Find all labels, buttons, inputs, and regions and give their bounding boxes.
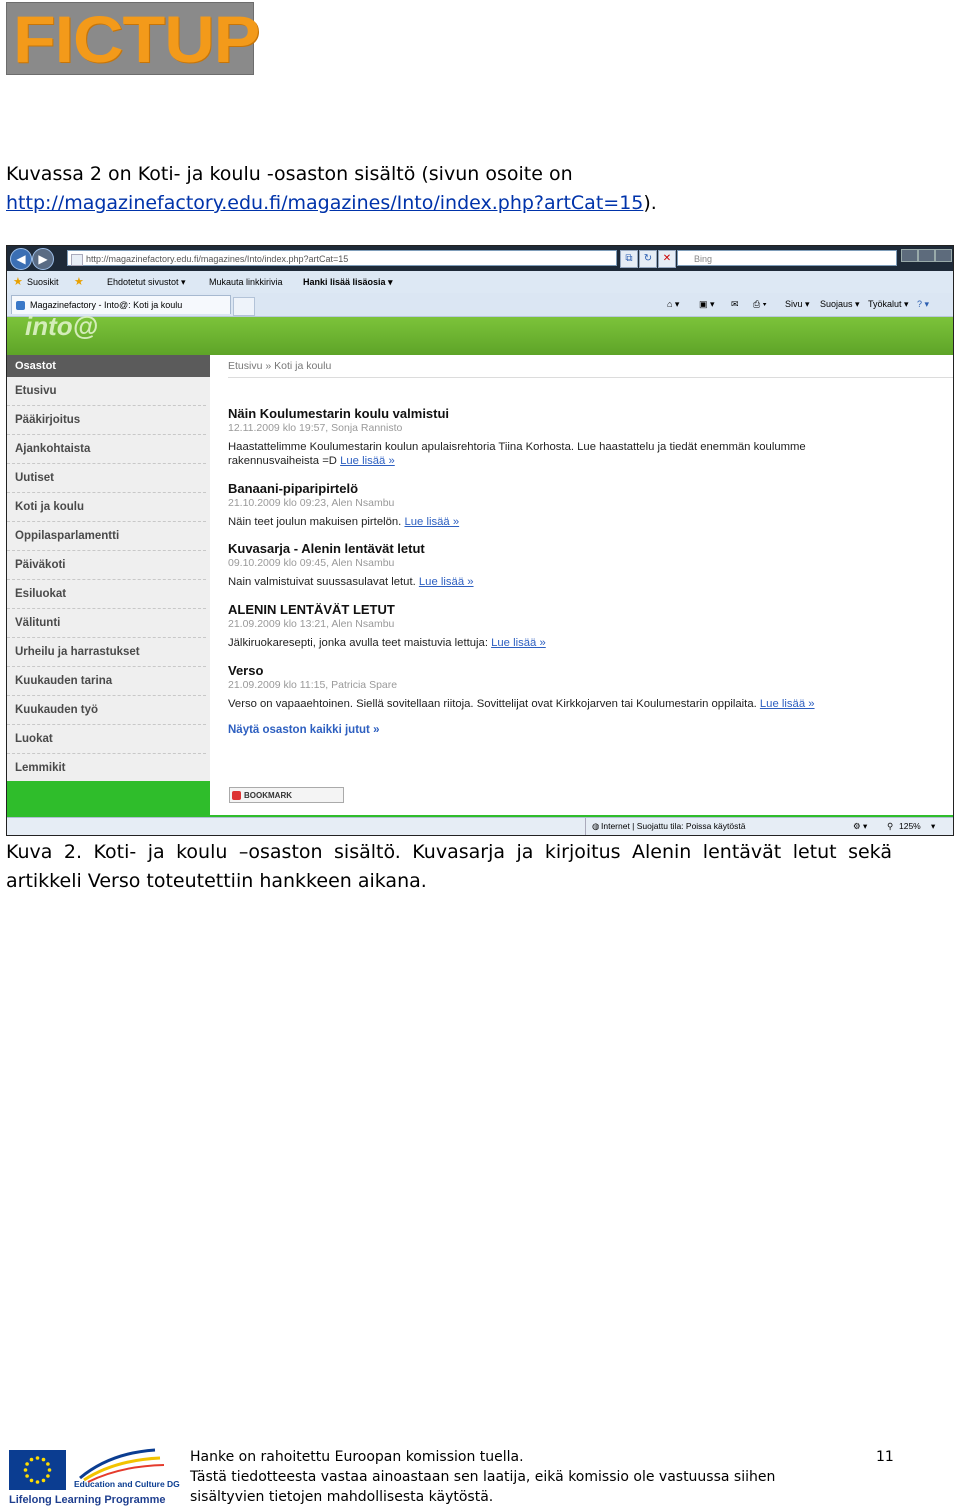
fav-item-suosikit[interactable]: Suosikit bbox=[27, 277, 59, 287]
read-more-link[interactable]: Lue lisää » bbox=[418, 576, 474, 588]
zoom-icon[interactable]: ⚲ bbox=[887, 821, 894, 831]
url-text: http://magazinefactory.edu.fi/magazines/Into/index.php?artCat=15 bbox=[86, 254, 349, 264]
home-icon[interactable]: ⌂ ▾ bbox=[667, 299, 680, 309]
intro-link[interactable]: http://magazinefactory.edu.fi/magazines/Into/index.php?artCat=15 bbox=[6, 192, 644, 214]
article-item bbox=[228, 541, 848, 589]
url-input[interactable] bbox=[67, 250, 617, 266]
article-title[interactable]: Banaani-piparipirtelö bbox=[228, 481, 359, 496]
status-bar bbox=[7, 817, 953, 835]
favorites-bar bbox=[7, 271, 953, 294]
sidebar-item-ajankohtaista[interactable]: Ajankohtaista bbox=[7, 435, 206, 464]
sidebar-item-kuukauden-tarina[interactable]: Kuukauden tarina bbox=[7, 667, 206, 696]
article-meta: 21.09.2009 klo 13:21, Alen Nsambu bbox=[228, 618, 395, 630]
status-text: Internet | Suojattu tila: Poissa käytöstä bbox=[601, 821, 746, 831]
article-title[interactable]: Näin Koulumestarin koulu valmistui bbox=[228, 406, 450, 421]
breadcrumb-divider bbox=[228, 377, 953, 378]
fav-item-ehdotetut[interactable]: Ehdotetut sivustot ▾ bbox=[107, 277, 186, 287]
sidebar bbox=[7, 355, 210, 795]
article-summary: Verso on vapaaehtoinen. Siellä sovitellaan riitoja. Sovittelijat ovat Kirkkojarven tai Koulumestarin oppilaita. Lue lisää » bbox=[228, 698, 815, 710]
browser-screenshot bbox=[6, 245, 954, 836]
article-meta: 09.10.2009 klo 09:45, Alen Nsambu bbox=[228, 557, 395, 569]
protected-mode-icon[interactable]: ⚙ ▾ bbox=[853, 821, 868, 831]
breadcrumb: Etusivu » Koti ja koulu bbox=[228, 360, 332, 372]
footer-disclaimer: Tästä tiedotteesta vastaa ainoastaan sen laatija, eikä komissio ole vastuussa siihen sisältyvien tietojen mahdollisesta käytöstä. bbox=[190, 1469, 776, 1505]
sidebar-item-uutiset[interactable]: Uutiset bbox=[7, 464, 206, 493]
sidebar-item-oppilasparlamentti[interactable]: Oppilasparlamentti bbox=[7, 522, 206, 551]
sidebar-item-esiluokat[interactable]: Esiluokat bbox=[7, 580, 206, 609]
article-item bbox=[228, 406, 848, 468]
tab-bar bbox=[7, 293, 953, 317]
address-bar bbox=[7, 246, 953, 271]
mail-icon[interactable]: ✉ bbox=[731, 299, 739, 309]
stop-icon[interactable]: ✕ bbox=[658, 250, 676, 268]
page-number: 11 bbox=[876, 1449, 894, 1465]
sidebar-item-urheilu[interactable]: Urheilu ja harrastukset bbox=[7, 638, 206, 667]
fav-item-hanki[interactable]: Hanki lisää lisäosia ▾ bbox=[303, 277, 393, 287]
maximize-icon[interactable] bbox=[918, 249, 935, 262]
llp-label: Lifelong Learning Programme bbox=[9, 1494, 166, 1506]
help-icon[interactable]: ? ▾ bbox=[917, 299, 930, 309]
eu-flag-icon bbox=[9, 1450, 66, 1490]
zoom-dropdown-icon[interactable]: ▾ bbox=[931, 821, 936, 831]
search-input[interactable] bbox=[677, 250, 897, 266]
article-meta: 21.09.2009 klo 11:15, Patricia Spare bbox=[228, 679, 398, 691]
intro-after: ). bbox=[643, 192, 657, 214]
site-brand: into@ bbox=[25, 311, 98, 341]
read-more-link[interactable]: Lue lisää » bbox=[340, 455, 395, 467]
article-summary: Haastattelimme Koulumestarin koulun apulaisrehtoria Tiina Korhosta. Lue haastattelu ja tiedät enemmän koulumme rakennusvaiheista =D Lue lisää » bbox=[228, 441, 806, 467]
new-tab-button[interactable] bbox=[233, 297, 255, 316]
sidebar-item-paakirjoitus[interactable]: Pääkirjoitus bbox=[7, 406, 206, 435]
fictup-logo bbox=[6, 1, 260, 76]
zoom-level[interactable]: 125% bbox=[899, 821, 921, 831]
intro-paragraph bbox=[6, 160, 906, 218]
sidebar-item-luokat[interactable]: Luokat bbox=[7, 725, 206, 754]
print-icon[interactable]: ⎙ ▾ bbox=[753, 299, 767, 309]
page-icon bbox=[71, 254, 83, 266]
close-icon[interactable] bbox=[935, 249, 952, 262]
read-more-link[interactable]: Lue lisää » bbox=[759, 698, 815, 710]
sidebar-item-lemmikit[interactable]: Lemmikit bbox=[15, 762, 66, 774]
sidebar-item-kuukauden-tyo[interactable]: Kuukauden työ bbox=[7, 696, 206, 725]
article-summary: Näin teet joulun makuisen pirtelön. Lue lisää » bbox=[228, 516, 460, 528]
footer-funding: Hanke on rahoitettu Euroopan komission tuella. bbox=[190, 1449, 524, 1465]
sidebar-item-etusivu[interactable]: Etusivu bbox=[7, 377, 206, 406]
tab-title: Magazinefactory - Into@: Koti ja koulu bbox=[30, 300, 183, 310]
cmd-suojaus[interactable]: Suojaus ▾ bbox=[820, 299, 860, 309]
bookmark-icon bbox=[232, 791, 241, 800]
article-meta: 12.11.2009 klo 19:57, Sonja Rannisto bbox=[228, 422, 403, 434]
refresh-icon[interactable]: ↻ bbox=[639, 250, 657, 268]
read-more-link[interactable]: Lue lisää » bbox=[491, 637, 546, 649]
article-meta: 21.10.2009 klo 09:23, Alen Nsambu bbox=[228, 497, 395, 509]
sidebar-item-paivakoti[interactable]: Päiväkoti bbox=[7, 551, 206, 580]
article-title[interactable]: ALENIN LENTÄVÄT LETUT bbox=[228, 602, 395, 617]
fav-item-mukauta[interactable]: Mukauta linkkirivia bbox=[209, 277, 283, 287]
cmd-sivu[interactable]: Sivu ▾ bbox=[785, 299, 810, 309]
sidebar-header: Osastot bbox=[7, 355, 210, 377]
article-title[interactable]: Verso bbox=[228, 663, 264, 678]
read-more-link[interactable]: Lue lisää » bbox=[404, 516, 460, 528]
site-header bbox=[7, 311, 953, 355]
compat-icon[interactable]: ⧉ bbox=[620, 250, 638, 268]
article-item bbox=[228, 481, 848, 529]
back-icon[interactable]: ◀ bbox=[10, 248, 32, 270]
logo-text: FICTUP bbox=[13, 1, 260, 76]
figure-caption: Kuva 2. Koti- ja koulu –osaston sisältö. Kuvasarja ja kirjoitus Alenin lentävät letut sekä artikkeli Verso toteutettiin hankkeen aikana. bbox=[6, 841, 892, 892]
article-title[interactable]: Kuvasarja - Alenin lentävät letut bbox=[228, 541, 425, 556]
article-item bbox=[228, 602, 848, 650]
article-summary: Nain valmistuivat suussasulavat letut. Lue lisää » bbox=[228, 576, 474, 588]
main-content bbox=[228, 355, 953, 825]
article-item bbox=[228, 663, 848, 711]
globe-icon: ◍ bbox=[585, 818, 599, 835]
sidebar-item-valitunti[interactable]: Välitunti bbox=[7, 609, 206, 638]
forward-icon[interactable]: ▶ bbox=[32, 248, 54, 270]
intro-text: Kuvassa 2 on Koti- ja koulu -osaston sisältö (sivun osoite on bbox=[6, 163, 573, 185]
bookmark-label: BOOKMARK bbox=[244, 791, 292, 800]
minimize-icon[interactable] bbox=[901, 249, 918, 262]
show-all-link[interactable]: Näytä osaston kaikki jutut » bbox=[228, 724, 380, 736]
sidebar-item-koti-ja-koulu[interactable]: Koti ja koulu bbox=[7, 493, 206, 522]
article-summary: Jälkiruokaresepti, jonka avulla teet maistuvia lettuja: Lue lisää » bbox=[228, 637, 546, 649]
feeds-icon[interactable]: ▣ ▾ bbox=[699, 299, 715, 309]
search-placeholder: Bing bbox=[694, 254, 713, 264]
favorites-star-icon: ★ bbox=[13, 276, 23, 288]
tab-favicon-icon bbox=[16, 301, 25, 310]
fav-item-suggested-icon: ★ bbox=[74, 276, 84, 288]
dg-label: Education and Culture DG bbox=[74, 1479, 180, 1489]
bookmark-button[interactable] bbox=[229, 787, 344, 803]
cmd-tyokalut[interactable]: Työkalut ▾ bbox=[868, 299, 909, 309]
